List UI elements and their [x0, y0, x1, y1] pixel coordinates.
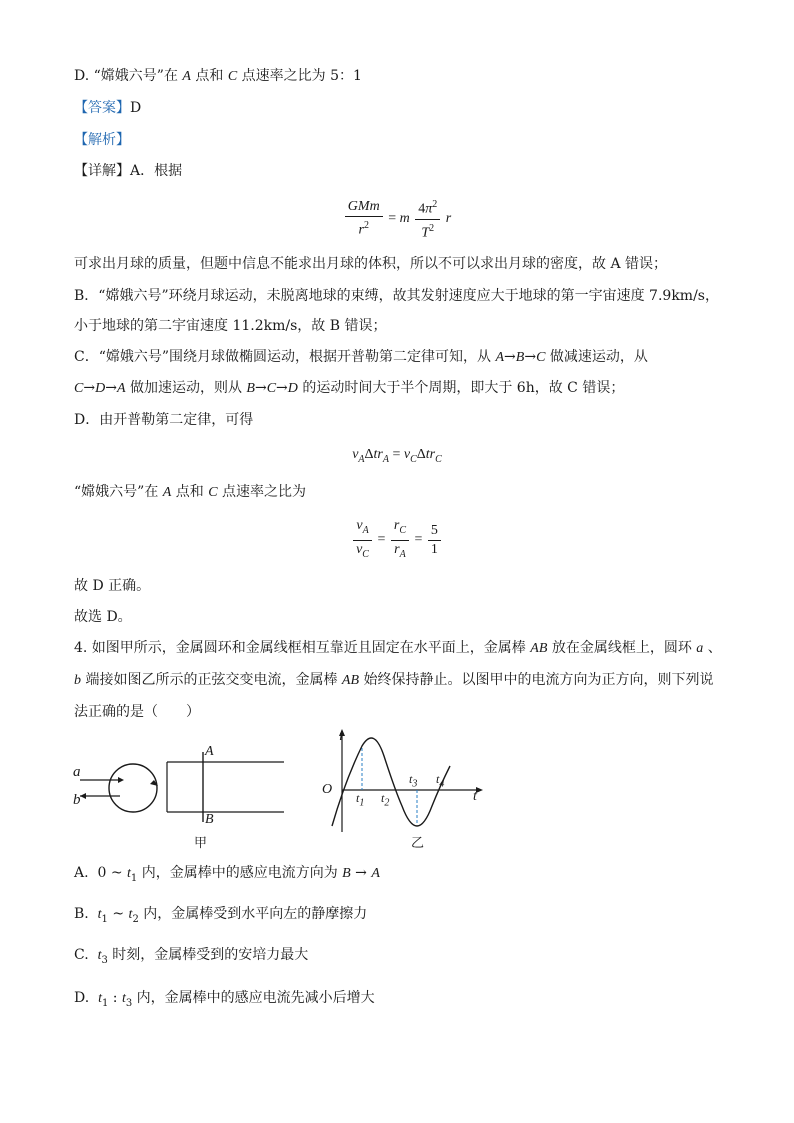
answer-tag: 【答案】: [74, 100, 130, 116]
equation-ratio: $\frac{v_A}{v_C}$ = $\frac{r_C}{r_A}$ = $\frac{5}{1}$: [0, 517, 794, 564]
label-A: A: [205, 744, 214, 759]
eq3-num: 5: [428, 522, 441, 541]
option-b: B. $t_1$ ~ $t_2$ 内，金属棒受到水平向左的静摩擦力: [74, 906, 368, 925]
figure-yi: [320, 726, 490, 836]
d-line1: D．由开普勒第二定律，可得: [74, 412, 254, 428]
label-t2: $t_2$: [381, 791, 390, 809]
label-jia: 甲: [194, 836, 208, 851]
b-line1: B．“嫦娥六号”环绕月球运动，未脱离地球的束缚，故其发射速度应大于地球的第一宇宙速度 7.9km/s，: [74, 288, 719, 304]
answer-line: [74, 98, 141, 118]
q4-line2: b 端接如图乙所示的正弦交变电流，金属棒 AB 始终保持静止。以图甲中的电流方向为正方向，则下列说: [74, 672, 714, 688]
b-line2: 小于地球的第二宇宙速度 11.2km/s，故 B 错误；: [74, 318, 387, 334]
equation-kepler: $v_A\Delta tr_A = v_C\Delta tr_C$: [352, 447, 442, 465]
label-t4: $t_4$: [436, 772, 445, 790]
d-conclusion: 故 D 正确。: [74, 578, 151, 594]
label-O: O: [322, 782, 333, 797]
q4-line1: 4. 如图甲所示，金属圆环和金属线框相互靠近且固定在水平面上，金属棒 AB 放在金属线框上，圆环 a 、: [74, 640, 722, 656]
a-conclusion: 可求出月球的质量，但题中信息不能求出月球的体积，所以不可以求出月球的密度，故 A 错误；: [74, 256, 668, 272]
option-a: A. 0 ~ $t_1$ 内，金属棒中的感应电流方向为 B → A: [74, 865, 380, 884]
label-B: B: [205, 812, 214, 827]
detail-a-intro: A．根据: [130, 163, 183, 179]
detail-tag: 【详解】: [74, 163, 130, 179]
prev-option-d: D. “嫦娥六号”在 A 点和 C 点速率之比为 5：1: [74, 68, 362, 84]
c-line2: C→D→A 做加速运动，则从 B→C→D 的运动时间大于半个周期，即大于 6h，故 C 错误；: [74, 380, 625, 396]
answer-value: D: [130, 100, 142, 116]
analysis-line: [74, 130, 130, 150]
d-line2: “嫦娥六号”在 A 点和 C 点速率之比为: [74, 484, 307, 500]
option-c: C. $t_3$ 时刻，金属棒受到的安培力最大: [74, 947, 309, 966]
detail-line: [74, 161, 182, 181]
label-t3: $t_3$: [409, 772, 418, 790]
label-b: b: [73, 792, 81, 808]
label-t: t: [473, 789, 477, 804]
analysis-tag: 【解析】: [74, 132, 130, 148]
option-d: D. $t_1$ : $t_3$ 内，金属棒中的感应电流先减小后增大: [74, 990, 375, 1009]
choose-line: 故选 D。: [74, 609, 132, 625]
q4-line3: 法正确的是（ ）: [74, 704, 200, 720]
c-line1: C．“嫦娥六号”围绕月球做椭圆运动，根据开普勒第二定律可知，从 A→B→C 做减速运动，从: [74, 349, 648, 365]
label-i: i: [339, 728, 344, 744]
equation-gravity: $\frac{\text{GMm}}{r^2}$ = m $\frac{4\pi^2}{T^2}$ r: [0, 196, 794, 242]
eq3-den: 1: [430, 541, 438, 557]
figure-jia: [70, 740, 295, 850]
label-t1: $t_1$: [356, 791, 365, 809]
label-a: a: [73, 764, 81, 780]
label-yi: 乙: [411, 836, 425, 851]
